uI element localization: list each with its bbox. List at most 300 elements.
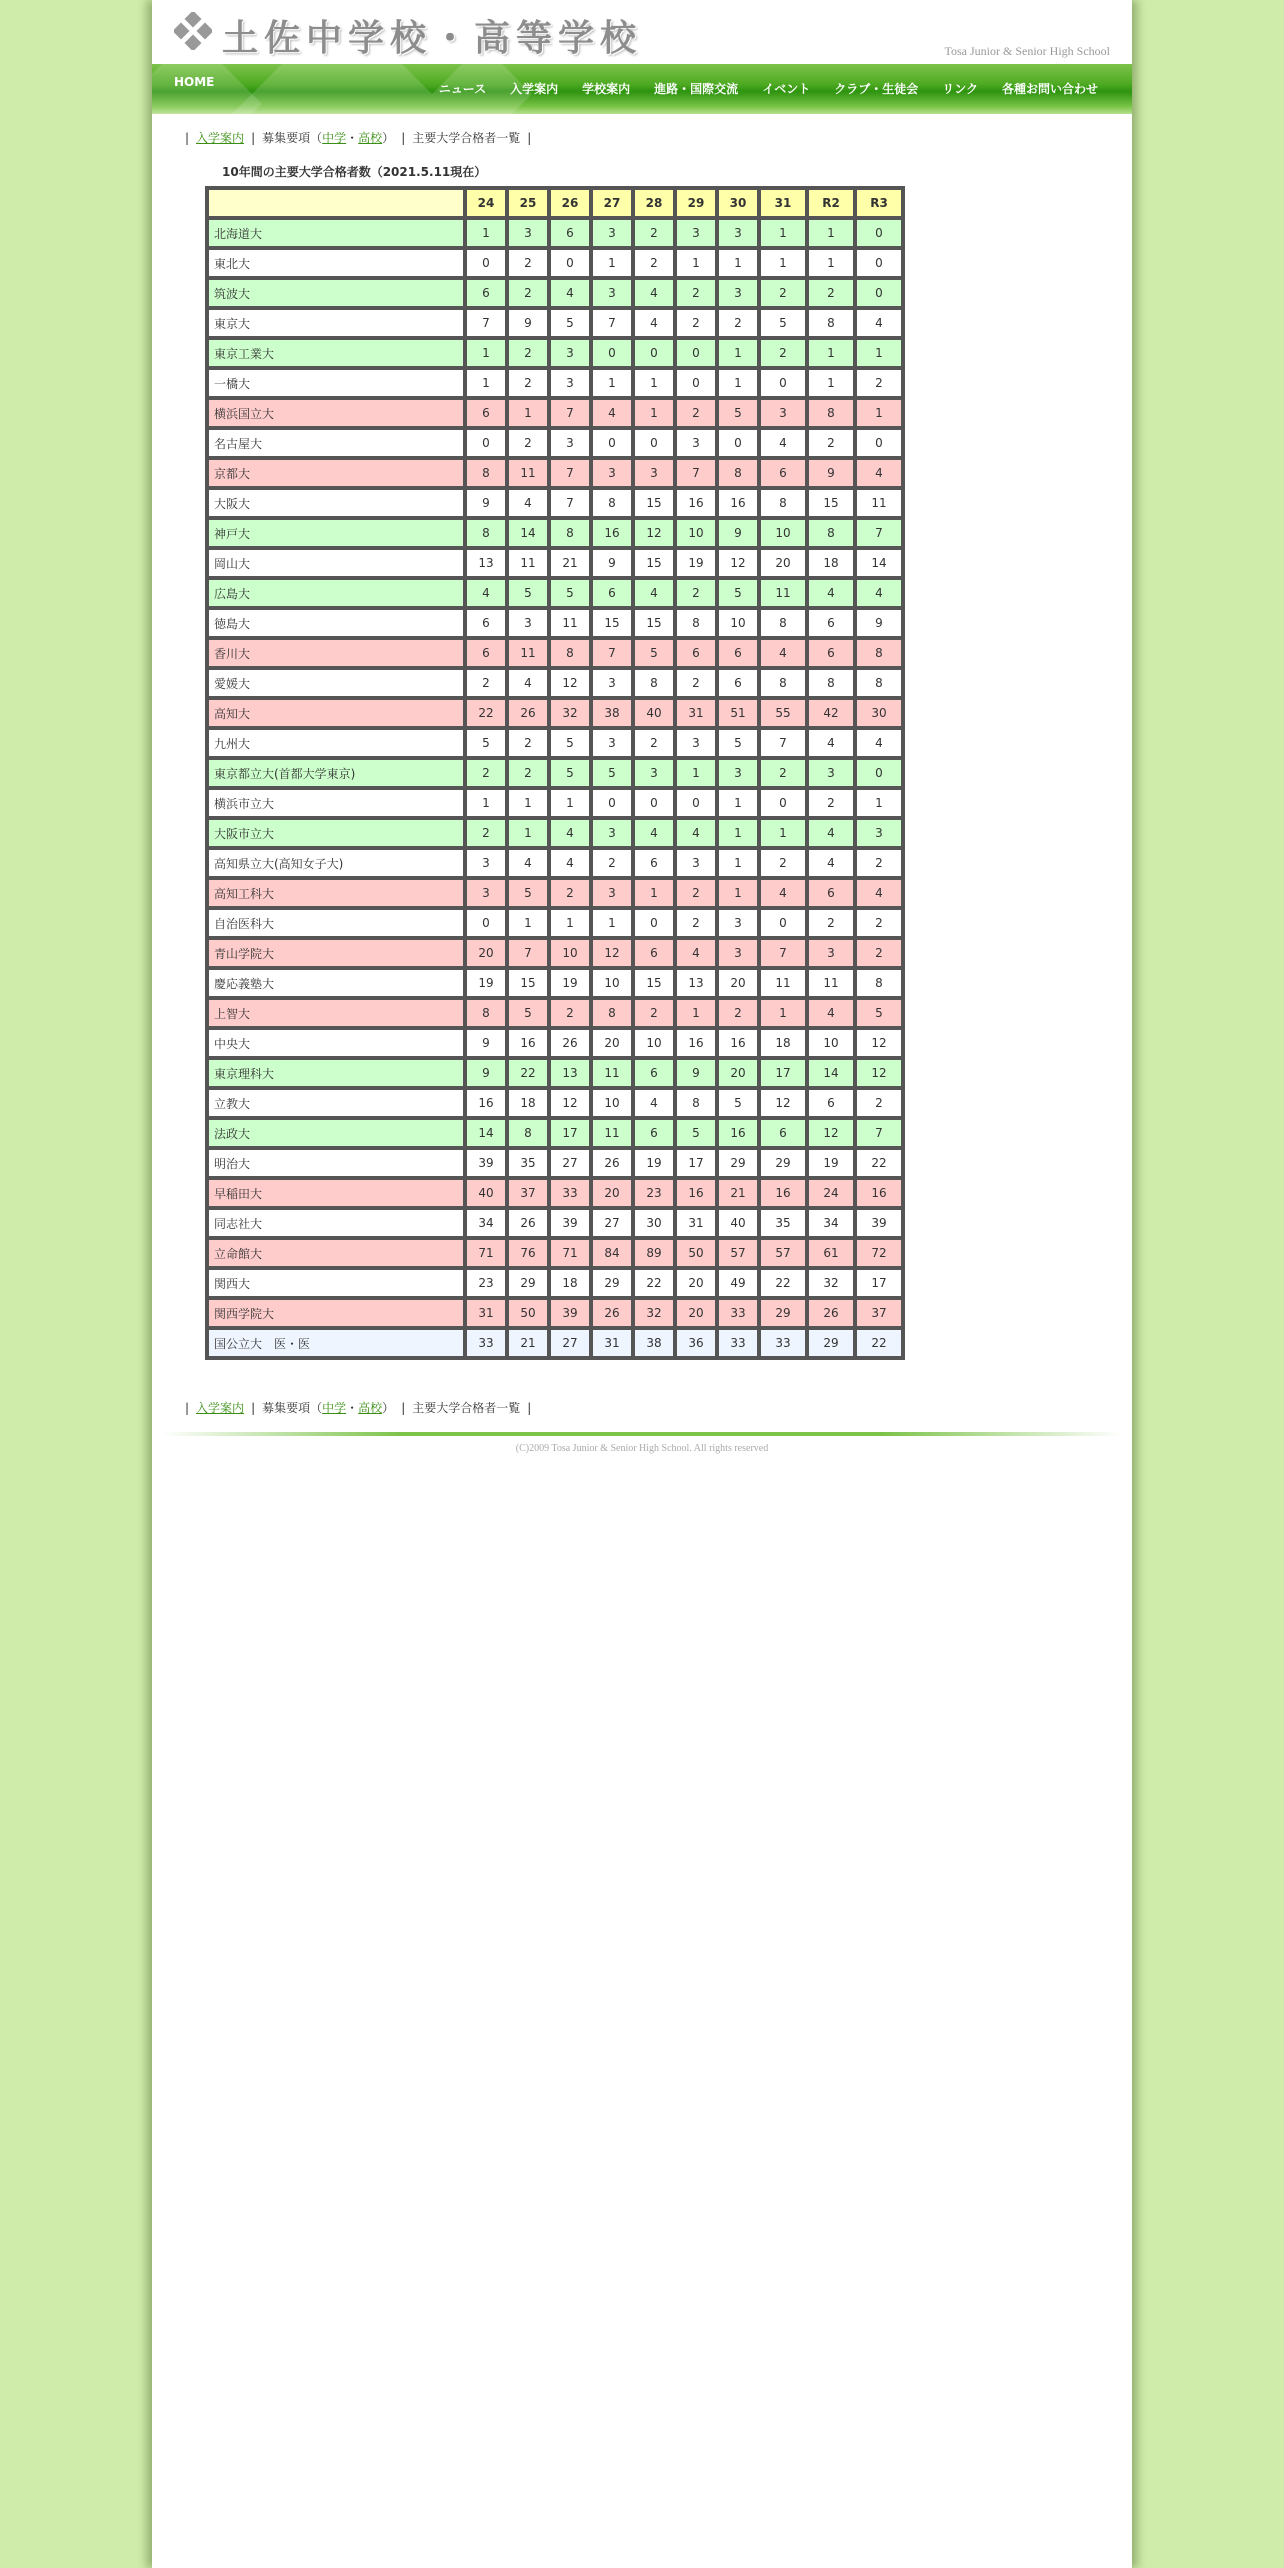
main-navigation <box>152 64 1132 114</box>
count-cell: 1 <box>759 818 807 848</box>
table-row <box>207 998 903 1028</box>
count-cell: 5 <box>549 728 591 758</box>
count-cell: 15 <box>591 608 633 638</box>
breadcrumb-link-admission[interactable]: 入学案内 <box>196 1401 245 1415</box>
count-cell: 31 <box>465 1298 507 1328</box>
count-cell: 6 <box>465 278 507 308</box>
count-cell: 2 <box>717 998 759 1028</box>
count-cell: 7 <box>759 728 807 758</box>
university-name-cell: 東北大 <box>207 248 465 278</box>
count-cell: 6 <box>633 1118 675 1148</box>
breadcrumb-separator: | <box>251 131 256 145</box>
count-cell: 24 <box>807 1178 855 1208</box>
count-cell: 16 <box>717 1118 759 1148</box>
count-cell: 49 <box>717 1268 759 1298</box>
count-cell: 14 <box>855 548 903 578</box>
site-header <box>152 0 1132 64</box>
count-cell: 20 <box>591 1178 633 1208</box>
count-cell: 16 <box>855 1178 903 1208</box>
count-cell: 0 <box>675 368 717 398</box>
count-cell: 7 <box>507 938 549 968</box>
count-cell: 33 <box>717 1298 759 1328</box>
count-cell: 2 <box>465 668 507 698</box>
table-header-year: 31 <box>759 188 807 218</box>
count-cell: 22 <box>855 1328 903 1358</box>
count-cell: 2 <box>675 908 717 938</box>
count-cell: 17 <box>675 1148 717 1178</box>
table-title: 10年間の主要大学合格者数（2021.5.11現在） <box>222 165 487 179</box>
count-cell: 21 <box>549 548 591 578</box>
table-row <box>207 1298 903 1328</box>
count-cell: 30 <box>633 1208 675 1238</box>
count-cell: 12 <box>633 518 675 548</box>
university-name-cell: 愛媛大 <box>207 668 465 698</box>
count-cell: 57 <box>717 1238 759 1268</box>
breadcrumb-separator: | <box>527 131 532 145</box>
count-cell: 2 <box>507 758 549 788</box>
count-cell: 5 <box>591 758 633 788</box>
count-cell: 21 <box>507 1328 549 1358</box>
count-cell: 7 <box>855 1118 903 1148</box>
count-cell: 10 <box>675 518 717 548</box>
count-cell: 4 <box>855 878 903 908</box>
count-cell: 7 <box>465 308 507 338</box>
count-cell: 20 <box>759 548 807 578</box>
count-cell: 1 <box>591 908 633 938</box>
breadcrumb-link-senior-high[interactable]: 高校 <box>358 1401 383 1415</box>
count-cell: 2 <box>855 908 903 938</box>
table-row <box>207 518 903 548</box>
count-cell: 1 <box>717 338 759 368</box>
count-cell: 3 <box>807 938 855 968</box>
table-header-row <box>207 188 903 218</box>
count-cell: 16 <box>675 1178 717 1208</box>
university-name-cell: 大阪大 <box>207 488 465 518</box>
count-cell: 0 <box>759 788 807 818</box>
university-name-cell: 中央大 <box>207 1028 465 1058</box>
count-cell: 2 <box>759 338 807 368</box>
count-cell: 2 <box>465 818 507 848</box>
count-cell: 14 <box>807 1058 855 1088</box>
count-cell: 29 <box>759 1298 807 1328</box>
count-cell: 16 <box>717 1028 759 1058</box>
count-cell: 26 <box>507 1208 549 1238</box>
count-cell: 39 <box>549 1298 591 1328</box>
count-cell: 10 <box>549 938 591 968</box>
count-cell: 2 <box>633 728 675 758</box>
table-row <box>207 368 903 398</box>
count-cell: 3 <box>591 878 633 908</box>
count-cell: 1 <box>855 788 903 818</box>
count-cell: 37 <box>507 1178 549 1208</box>
count-cell: 10 <box>591 1088 633 1118</box>
table-row <box>207 1328 903 1358</box>
count-cell: 2 <box>507 278 549 308</box>
nav-item-links[interactable]: リンク <box>942 82 978 96</box>
count-cell: 31 <box>675 698 717 728</box>
count-cell: 18 <box>549 1268 591 1298</box>
count-cell: 15 <box>633 548 675 578</box>
table-body <box>207 218 903 1358</box>
university-name-cell: 国公立大 医・医 <box>207 1328 465 1358</box>
count-cell: 8 <box>807 518 855 548</box>
count-cell: 1 <box>717 878 759 908</box>
table-row <box>207 668 903 698</box>
count-cell: 1 <box>807 368 855 398</box>
count-cell: 1 <box>465 788 507 818</box>
count-cell: 50 <box>675 1238 717 1268</box>
count-cell: 5 <box>549 758 591 788</box>
table-row <box>207 308 903 338</box>
count-cell: 5 <box>717 728 759 758</box>
table-header-year: 24 <box>465 188 507 218</box>
count-cell: 15 <box>633 608 675 638</box>
count-cell: 15 <box>507 968 549 998</box>
count-cell: 3 <box>675 728 717 758</box>
count-cell: 19 <box>675 548 717 578</box>
breadcrumb-separator: | <box>527 1401 532 1415</box>
table-header-year: 25 <box>507 188 549 218</box>
count-cell: 3 <box>549 338 591 368</box>
nav-item-events[interactable]: イベント <box>762 82 811 96</box>
table-row <box>207 548 903 578</box>
university-name-cell: 神戸大 <box>207 518 465 548</box>
breadcrumb-current: 主要大学合格者一覧 <box>412 1401 521 1415</box>
count-cell: 0 <box>855 428 903 458</box>
count-cell: 3 <box>717 908 759 938</box>
count-cell: 10 <box>807 1028 855 1058</box>
nav-item-admission[interactable]: 入学案内 <box>510 82 559 96</box>
table-row <box>207 848 903 878</box>
count-cell: 15 <box>807 488 855 518</box>
count-cell: 4 <box>855 308 903 338</box>
breadcrumb-separator: | <box>401 131 406 145</box>
count-cell: 4 <box>807 818 855 848</box>
university-name-cell: 北海道大 <box>207 218 465 248</box>
count-cell: 3 <box>807 758 855 788</box>
count-cell: 8 <box>591 998 633 1028</box>
count-cell: 31 <box>675 1208 717 1238</box>
table-row <box>207 338 903 368</box>
count-cell: 3 <box>717 758 759 788</box>
breadcrumb-link-junior-high[interactable]: 中学 <box>322 131 347 145</box>
breadcrumb-separator: | <box>185 131 190 145</box>
table-row <box>207 1178 903 1208</box>
count-cell: 37 <box>855 1298 903 1328</box>
count-cell: 3 <box>507 608 549 638</box>
count-cell: 6 <box>717 638 759 668</box>
breadcrumb-text: ） <box>382 131 395 145</box>
table-row <box>207 1238 903 1268</box>
breadcrumb-text: ） <box>382 1401 395 1415</box>
count-cell: 16 <box>465 1088 507 1118</box>
nav-item-news[interactable]: ニュース <box>438 82 487 96</box>
table-row <box>207 938 903 968</box>
count-cell: 9 <box>675 1058 717 1088</box>
table-row <box>207 878 903 908</box>
count-cell: 1 <box>759 218 807 248</box>
count-cell: 12 <box>549 1088 591 1118</box>
school-crest-icon[interactable] <box>174 12 212 50</box>
count-cell: 9 <box>465 1028 507 1058</box>
count-cell: 6 <box>759 1118 807 1148</box>
count-cell: 16 <box>675 1028 717 1058</box>
count-cell: 2 <box>549 998 591 1028</box>
count-cell: 16 <box>675 488 717 518</box>
table-header-year: 26 <box>549 188 591 218</box>
count-cell: 8 <box>507 1118 549 1148</box>
count-cell: 2 <box>855 938 903 968</box>
count-cell: 2 <box>507 428 549 458</box>
breadcrumb-text: ・ <box>346 1401 359 1415</box>
count-cell: 6 <box>675 638 717 668</box>
count-cell: 4 <box>759 878 807 908</box>
table-row <box>207 1028 903 1058</box>
count-cell: 34 <box>807 1208 855 1238</box>
table-row <box>207 608 903 638</box>
count-cell: 6 <box>807 1088 855 1118</box>
count-cell: 8 <box>717 458 759 488</box>
count-cell: 1 <box>759 248 807 278</box>
count-cell: 6 <box>807 608 855 638</box>
table-row <box>207 698 903 728</box>
university-name-cell: 立教大 <box>207 1088 465 1118</box>
count-cell: 2 <box>549 878 591 908</box>
count-cell: 32 <box>633 1298 675 1328</box>
count-cell: 8 <box>855 638 903 668</box>
count-cell: 5 <box>507 578 549 608</box>
count-cell: 29 <box>759 1148 807 1178</box>
count-cell: 32 <box>549 698 591 728</box>
count-cell: 1 <box>807 338 855 368</box>
count-cell: 4 <box>759 638 807 668</box>
count-cell: 5 <box>507 998 549 1028</box>
count-cell: 34 <box>465 1208 507 1238</box>
count-cell: 0 <box>717 428 759 458</box>
university-name-cell: 岡山大 <box>207 548 465 578</box>
count-cell: 6 <box>633 1058 675 1088</box>
count-cell: 21 <box>717 1178 759 1208</box>
count-cell: 0 <box>633 338 675 368</box>
count-cell: 0 <box>549 248 591 278</box>
count-cell: 71 <box>549 1238 591 1268</box>
count-cell: 2 <box>855 848 903 878</box>
count-cell: 0 <box>855 278 903 308</box>
count-cell: 2 <box>807 428 855 458</box>
count-cell: 3 <box>591 668 633 698</box>
table-row <box>207 488 903 518</box>
count-cell: 23 <box>633 1178 675 1208</box>
count-cell: 1 <box>591 248 633 278</box>
count-cell: 1 <box>591 368 633 398</box>
breadcrumb-link-senior-high[interactable]: 高校 <box>358 131 383 145</box>
table-header-year: 29 <box>675 188 717 218</box>
count-cell: 10 <box>633 1028 675 1058</box>
breadcrumb-link-junior-high[interactable]: 中学 <box>322 1401 347 1415</box>
count-cell: 16 <box>759 1178 807 1208</box>
count-cell: 3 <box>591 218 633 248</box>
count-cell: 0 <box>633 428 675 458</box>
count-cell: 3 <box>633 458 675 488</box>
count-cell: 6 <box>465 608 507 638</box>
count-cell: 0 <box>759 908 807 938</box>
university-results-table <box>205 186 905 1360</box>
count-cell: 1 <box>507 398 549 428</box>
count-cell: 17 <box>549 1118 591 1148</box>
count-cell: 12 <box>759 1088 807 1118</box>
count-cell: 2 <box>507 248 549 278</box>
count-cell: 30 <box>855 698 903 728</box>
university-name-cell: 自治医科大 <box>207 908 465 938</box>
nav-item-career-international[interactable]: 進路・国際交流 <box>654 82 739 96</box>
count-cell: 1 <box>717 248 759 278</box>
count-cell: 3 <box>549 428 591 458</box>
count-cell: 1 <box>807 218 855 248</box>
count-cell: 2 <box>807 908 855 938</box>
count-cell: 6 <box>807 878 855 908</box>
count-cell: 1 <box>633 368 675 398</box>
count-cell: 7 <box>591 308 633 338</box>
breadcrumb-link-admission[interactable]: 入学案内 <box>196 131 245 145</box>
count-cell: 23 <box>465 1268 507 1298</box>
count-cell: 12 <box>855 1028 903 1058</box>
count-cell: 4 <box>549 818 591 848</box>
count-cell: 1 <box>759 998 807 1028</box>
count-cell: 33 <box>717 1328 759 1358</box>
count-cell: 1 <box>717 368 759 398</box>
count-cell: 55 <box>759 698 807 728</box>
university-name-cell: 高知県立大(高知女子大) <box>207 848 465 878</box>
count-cell: 8 <box>807 668 855 698</box>
count-cell: 6 <box>465 638 507 668</box>
count-cell: 4 <box>807 998 855 1028</box>
count-cell: 26 <box>507 698 549 728</box>
count-cell: 4 <box>465 578 507 608</box>
university-name-cell: 東京大 <box>207 308 465 338</box>
nav-item-clubs[interactable]: クラブ・生徒会 <box>834 82 919 96</box>
count-cell: 3 <box>717 218 759 248</box>
university-name-cell: 法政大 <box>207 1118 465 1148</box>
count-cell: 9 <box>807 458 855 488</box>
nav-home-link[interactable]: HOME <box>174 75 215 89</box>
count-cell: 76 <box>507 1238 549 1268</box>
count-cell: 0 <box>759 368 807 398</box>
count-cell: 2 <box>675 398 717 428</box>
site-title[interactable]: 土佐中学校・高等学校 <box>222 17 643 59</box>
count-cell: 7 <box>675 458 717 488</box>
count-cell: 26 <box>591 1298 633 1328</box>
table-row <box>207 218 903 248</box>
table-row <box>207 1148 903 1178</box>
count-cell: 2 <box>759 758 807 788</box>
count-cell: 4 <box>507 668 549 698</box>
university-name-cell: 香川大 <box>207 638 465 668</box>
university-name-cell: 明治大 <box>207 1148 465 1178</box>
count-cell: 57 <box>759 1238 807 1268</box>
count-cell: 4 <box>807 848 855 878</box>
count-cell: 22 <box>759 1268 807 1298</box>
count-cell: 33 <box>759 1328 807 1358</box>
count-cell: 40 <box>465 1178 507 1208</box>
count-cell: 29 <box>507 1268 549 1298</box>
count-cell: 13 <box>675 968 717 998</box>
count-cell: 2 <box>759 278 807 308</box>
table-row <box>207 968 903 998</box>
table-header-year: 30 <box>717 188 759 218</box>
university-name-cell: 筑波大 <box>207 278 465 308</box>
count-cell: 11 <box>759 968 807 998</box>
count-cell: 2 <box>759 848 807 878</box>
count-cell: 4 <box>633 578 675 608</box>
count-cell: 2 <box>633 248 675 278</box>
university-name-cell: 京都大 <box>207 458 465 488</box>
table-row <box>207 1208 903 1238</box>
nav-item-contact[interactable]: 各種お問い合わせ <box>1001 82 1098 96</box>
count-cell: 3 <box>465 878 507 908</box>
nav-menu <box>427 80 1110 97</box>
count-cell: 15 <box>633 968 675 998</box>
count-cell: 22 <box>465 698 507 728</box>
count-cell: 18 <box>507 1088 549 1118</box>
count-cell: 4 <box>855 728 903 758</box>
count-cell: 6 <box>591 578 633 608</box>
copyright-text: (C)2009 Tosa Junior & Senior High School. All rights reserved <box>515 1443 769 1454</box>
breadcrumb <box>178 129 538 146</box>
count-cell: 29 <box>807 1328 855 1358</box>
count-cell: 29 <box>717 1148 759 1178</box>
count-cell: 0 <box>633 908 675 938</box>
university-name-cell: 東京工業大 <box>207 338 465 368</box>
count-cell: 4 <box>807 578 855 608</box>
table-header-year: R3 <box>855 188 903 218</box>
nav-item-school-info[interactable]: 学校案内 <box>582 82 631 96</box>
count-cell: 18 <box>807 548 855 578</box>
count-cell: 13 <box>465 548 507 578</box>
university-name-cell: 九州大 <box>207 728 465 758</box>
breadcrumb-separator: | <box>401 1401 406 1415</box>
count-cell: 4 <box>633 278 675 308</box>
university-name-cell: 立命館大 <box>207 1238 465 1268</box>
university-name-cell: 東京理科大 <box>207 1058 465 1088</box>
count-cell: 31 <box>591 1328 633 1358</box>
table-row <box>207 818 903 848</box>
table-row <box>207 1118 903 1148</box>
count-cell: 0 <box>633 788 675 818</box>
count-cell: 38 <box>591 698 633 728</box>
count-cell: 1 <box>507 788 549 818</box>
count-cell: 11 <box>759 578 807 608</box>
count-cell: 8 <box>759 488 807 518</box>
count-cell: 11 <box>507 458 549 488</box>
count-cell: 12 <box>549 668 591 698</box>
count-cell: 8 <box>549 638 591 668</box>
count-cell: 19 <box>807 1148 855 1178</box>
count-cell: 5 <box>717 1088 759 1118</box>
count-cell: 20 <box>717 1058 759 1088</box>
university-name-cell: 早稲田大 <box>207 1178 465 1208</box>
count-cell: 22 <box>855 1148 903 1178</box>
count-cell: 4 <box>507 488 549 518</box>
count-cell: 20 <box>675 1298 717 1328</box>
footer-divider <box>162 1432 1122 1436</box>
table-row <box>207 788 903 818</box>
table-row <box>207 578 903 608</box>
table-row <box>207 398 903 428</box>
breadcrumb-separator: | <box>251 1401 256 1415</box>
count-cell: 39 <box>855 1208 903 1238</box>
count-cell: 2 <box>633 218 675 248</box>
count-cell: 4 <box>549 278 591 308</box>
